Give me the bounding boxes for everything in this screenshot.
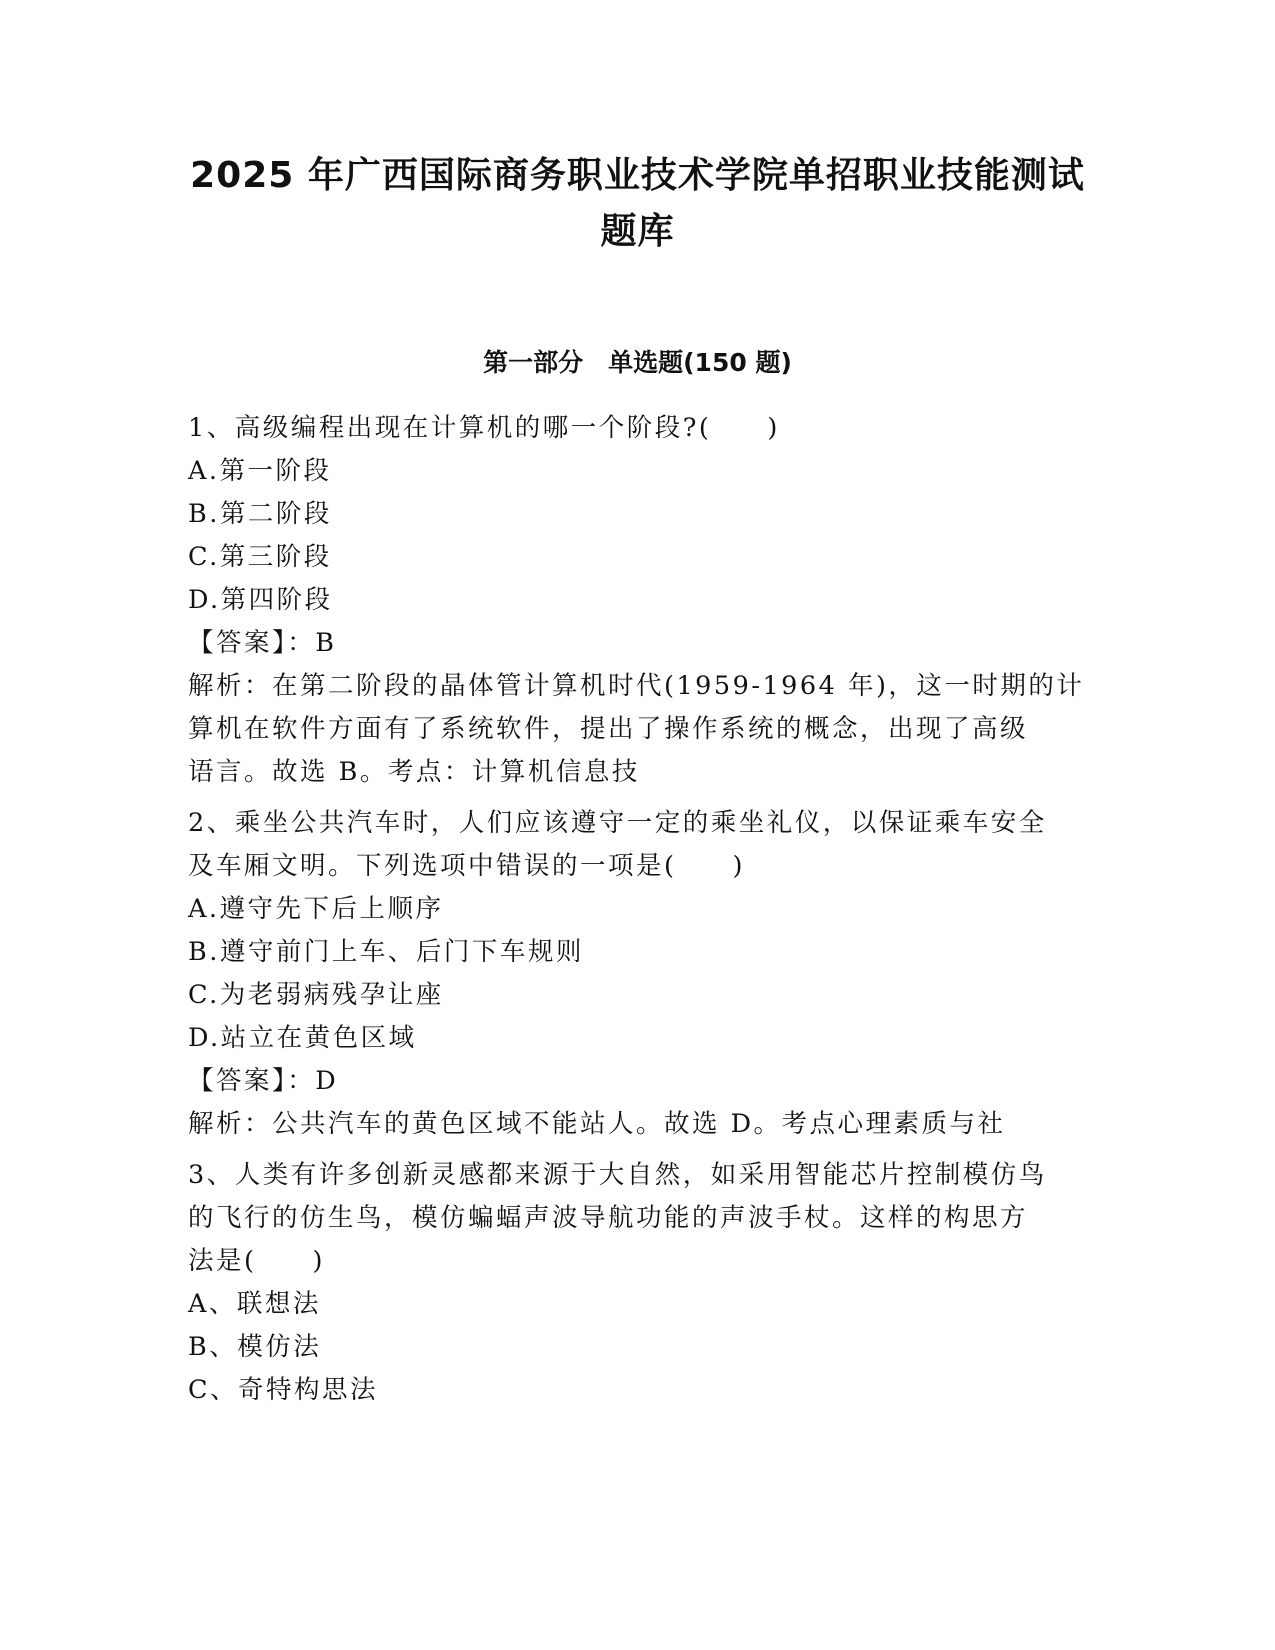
question-1-analysis-line-3: 语言。故选 B。考点：计算机信息技: [188, 757, 640, 787]
question-2-option-a: A.遵守先下后上顺序: [188, 894, 444, 924]
question-1-option-d: D.第四阶段: [188, 585, 333, 615]
question-3-option-c: C、奇特构思法: [188, 1375, 379, 1405]
question-1-answer: 【答案】：B: [188, 628, 337, 658]
question-list: [188, 407, 1088, 1420]
question-2-analysis-line-1: 解析：公共汽车的黄色区域不能站人。故选 D。考点心理素质与社: [188, 1109, 1006, 1139]
question-3: [188, 1154, 1088, 1412]
section-title: 第一部分 单选题(150 题): [483, 348, 792, 377]
question-1-option-a: A.第一阶段: [188, 456, 332, 486]
question-1-analysis-line-1: 解析：在第二阶段的晶体管计算机时代(1959-1964 年)，这一时期的计: [188, 671, 1085, 701]
question-2-option-c: C.为老弱病残孕让座: [188, 980, 444, 1010]
question-1-option-c: C.第三阶段: [188, 542, 332, 572]
title-line-1: 2025 年广西国际商务职业技术学院单招职业技能测试: [190, 155, 1085, 196]
title-line-2: 题库: [600, 211, 675, 252]
question-1: [188, 407, 1088, 794]
question-1-option-b: B.第二阶段: [188, 499, 332, 529]
question-2-stem-line-2: 及车厢文明。下列选项中错误的一项是( ): [188, 851, 745, 881]
document-title: [150, 148, 1125, 260]
question-1-stem: 1、高级编程出现在计算机的哪一个阶段?( ): [188, 413, 780, 443]
question-3-stem-line-2: 的飞行的仿生鸟，模仿蝙蝠声波导航功能的声波手杖。这样的构思方: [188, 1203, 1029, 1233]
question-2-answer: 【答案】：D: [188, 1066, 339, 1096]
question-3-option-b: B、模仿法: [188, 1332, 322, 1362]
question-1-analysis-line-2: 算机在软件方面有了系统软件，提出了操作系统的概念，出现了高级: [188, 714, 1029, 744]
question-2-option-d: D.站立在黄色区域: [188, 1023, 417, 1053]
question-3-stem-line-1: 3、人类有许多创新灵感都来源于大自然，如采用智能芯片控制模仿鸟: [188, 1160, 1047, 1190]
question-2: [188, 802, 1088, 1146]
question-3-stem-line-3: 法是( ): [188, 1246, 325, 1276]
question-3-option-a: A、联想法: [188, 1289, 321, 1319]
question-2-option-b: B.遵守前门上车、后门下车规则: [188, 937, 584, 967]
question-2-stem-line-1: 2、乘坐公共汽车时，人们应该遵守一定的乘坐礼仪，以保证乘车安全: [188, 808, 1047, 838]
